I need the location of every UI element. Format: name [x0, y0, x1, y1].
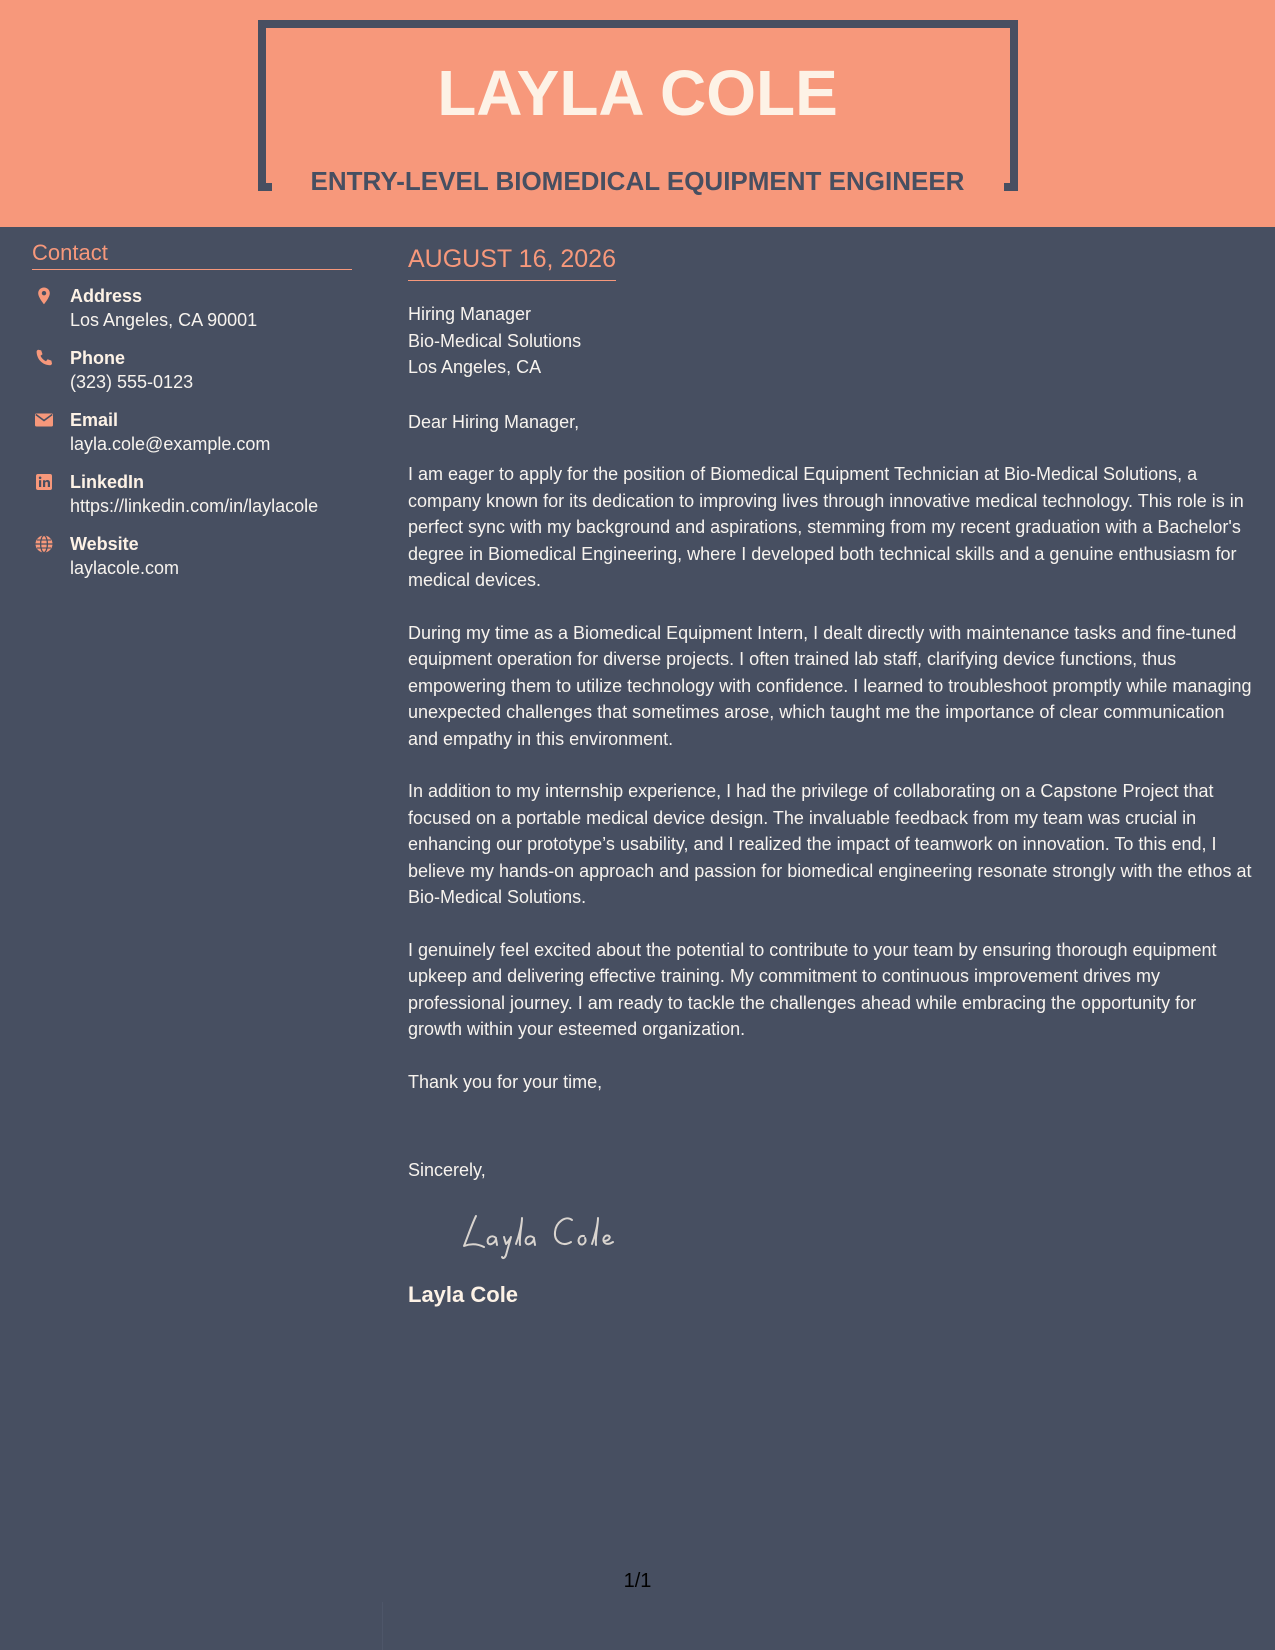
contact-item-address [32, 284, 352, 333]
header-banner [0, 0, 1275, 227]
contact-item-phone [32, 346, 352, 395]
applicant-name: LAYLA COLE [437, 57, 838, 129]
letter-date: AUGUST 16, 2026 [408, 244, 616, 281]
job-title: ENTRY-LEVEL BIOMEDICAL EQUIPMENT ENGINEER [310, 166, 965, 196]
contact-label: LinkedIn [70, 472, 145, 493]
page-indicator: 1/1 [623, 1570, 652, 1592]
letter-paragraph: I am eager to apply for the position of Biomedical Equipment Technician at Bio-Medical Solutions, a company known for its dedication to improving lives through innovative medical technology. This role is in perfect sync with my background and aspirations, stemming from my recent graduation with a Bachelor's degree in Biomedical Engineering, where I developed both technical skills and a genuine enthusiasm for medical devices. [408, 464, 1244, 590]
recipient-line: Hiring Manager [408, 304, 532, 324]
linkedin-icon [34, 472, 54, 492]
letter-paragraph: I genuinely feel excited about the potential to contribute to your team by ensuring thorough equipment upkeep and delivering effective training. My commitment to continuous improvement drives my professional journey. I am ready to tackle the challenges ahead while embracing the opportunity for growth within your esteemed organization. [408, 939, 1217, 1039]
email-value[interactable]: layla.cole@example.com [70, 434, 271, 455]
recipient-block [408, 301, 1253, 381]
thanks-line: Thank you for your time, [408, 1071, 603, 1092]
address-value: Los Angeles, CA 90001 [70, 310, 258, 331]
letter-paragraph: During my time as a Biomedical Equipment Intern, I dealt directly with maintenance tasks and fine-tuned equipment operation for diverse projects. I often trained lab staff, clarifying device functions, thus empowering them to utilize technology with confidence. I learned to troubleshoot promptly while managing unexpected challenges that sometimes arose, which taught me the importance of clear communication and empathy in this environment. [408, 622, 1252, 749]
salutation: Dear Hiring Manager, [408, 411, 580, 432]
recipient-line: Los Angeles, CA [408, 357, 542, 377]
contact-label: Address [70, 286, 143, 307]
contact-label: Phone [70, 348, 126, 369]
contact-item-website [32, 532, 352, 581]
signed-name: Layla Cole [408, 1281, 519, 1307]
phone-icon [34, 348, 54, 368]
map-pin-icon [34, 286, 54, 306]
contact-item-linkedin [32, 470, 352, 519]
phone-value: (323) 555-0123 [70, 372, 194, 393]
page-divider [382, 1602, 383, 1650]
contact-label: Website [70, 534, 139, 555]
globe-icon [34, 534, 54, 554]
linkedin-value[interactable]: https://linkedin.com/in/laylacole [70, 496, 319, 517]
contact-sidebar [32, 240, 352, 581]
contact-item-email [32, 408, 352, 457]
contact-label: Email [70, 410, 119, 431]
letter-body [408, 244, 1253, 1308]
website-value[interactable]: laylacole.com [70, 558, 180, 579]
closing-line: Sincerely, [408, 1160, 486, 1180]
envelope-icon [34, 410, 54, 430]
recipient-line: Bio-Medical Solutions [408, 330, 582, 351]
letter-paragraph: In addition to my internship experience, I had the privilege of collaborating on a Capstone Project that focused on a portable medical device design. The invaluable feedback from my team was crucial in enhancing our prototype’s usability, and I realized the impact of teamwork on innovation. To this end, I believe my hands-on approach and passion for biomedical engineering resonate strongly with the ethos at Bio-Medical Solutions. [408, 781, 1252, 907]
handwritten-signature [454, 1204, 634, 1264]
contact-heading: Contact [32, 240, 352, 270]
